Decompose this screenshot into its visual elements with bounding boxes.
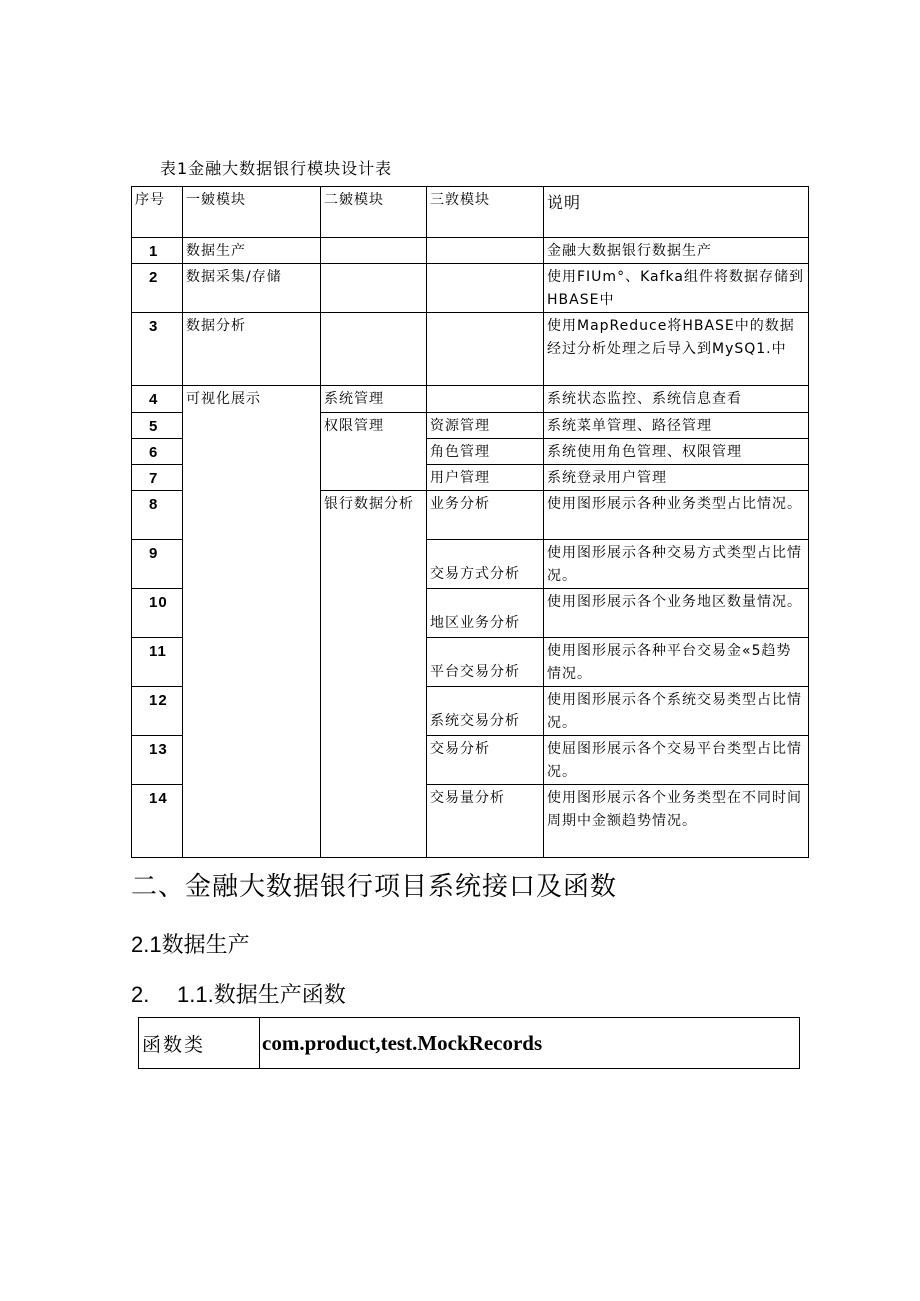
row-level2: 银行数据分析 [321, 491, 427, 858]
header-level1: 一皴模块 [183, 187, 321, 238]
table-row [132, 386, 809, 413]
header-level3: 三敦模块 [427, 187, 544, 238]
row-level3: 平台交易分析 [427, 638, 544, 687]
row-level2: 权限管理 [321, 413, 427, 491]
row-level3 [427, 264, 544, 313]
table-header-row [132, 187, 809, 238]
row-description: 使用图形展示各个业务类型在不同时间周期中金额趋势情况。 [544, 785, 809, 858]
row-level3 [427, 313, 544, 386]
row-number: 7 [132, 465, 183, 491]
module-design-table [131, 186, 809, 858]
row-description: 使用MapReduce将HBASE中的数据经过分析处理之后导入到MySQ1.中 [544, 313, 809, 386]
row-description: 使用FIUm°、Kafka组件将数据存储到HBASE中 [544, 264, 809, 313]
row-level1: 数据采集/存储 [183, 264, 321, 313]
row-description: 使用图形展示各个业务地区数量情况。 [544, 589, 809, 638]
function-class-label: 函数类 [139, 1018, 260, 1069]
row-description: 系统菜单管理、路径管理 [544, 413, 809, 439]
function-class-value: com.product,test.MockRecords [260, 1018, 800, 1069]
subsubsection-title [131, 978, 346, 1009]
table-row [132, 238, 809, 264]
row-number: 14 [132, 785, 183, 858]
row-description: 使用图形展示各个系统交易类型占比情况。 [544, 687, 809, 736]
subsubsection-number: 2. [131, 982, 150, 1007]
row-description: 系统登录用户管理 [544, 465, 809, 491]
row-level1: 数据生产 [183, 238, 321, 264]
row-number: 2 [132, 264, 183, 313]
row-description: 使用图形展示各种业务类型占比情况。 [544, 491, 809, 540]
row-level3: 交易分析 [427, 736, 544, 785]
function-class-table [138, 1017, 800, 1069]
row-level3: 系统交易分析 [427, 687, 544, 736]
row-level3: 资源管理 [427, 413, 544, 439]
row-level3: 业务分析 [427, 491, 544, 540]
row-level3: 地区业务分析 [427, 589, 544, 638]
row-level3 [427, 238, 544, 264]
header-index: 序号 [132, 187, 183, 238]
subsubsection-text: 1.1.数据生产函数 [177, 982, 346, 1007]
row-description: 使用图形展示各种平台交易金«5趋势情况。 [544, 638, 809, 687]
row-number: 1 [132, 238, 183, 264]
row-level3: 用户管理 [427, 465, 544, 491]
header-level2: 二皴模块 [321, 187, 427, 238]
row-description: 系统状态监控、系统信息查看 [544, 386, 809, 413]
row-number: 10 [132, 589, 183, 638]
row-level2 [321, 313, 427, 386]
row-number: 5 [132, 413, 183, 439]
table-row [132, 313, 809, 386]
table-caption: 表1金融大数据银行模块设计表 [160, 159, 393, 178]
table-row [132, 264, 809, 313]
row-number: 8 [132, 491, 183, 540]
section-title: 二、金融大数据银行项目系统接口及函数 [131, 872, 618, 902]
row-number: 13 [132, 736, 183, 785]
row-level3: 交易量分析 [427, 785, 544, 858]
row-description: 系统使用角色管理、权限管理 [544, 439, 809, 465]
row-level1: 数据分析 [183, 313, 321, 386]
row-number: 12 [132, 687, 183, 736]
row-description: 使屈图形展示各个交易平台类型占比情况。 [544, 736, 809, 785]
row-number: 9 [132, 540, 183, 589]
row-number: 4 [132, 386, 183, 413]
row-description: 使用图形展示各种交易方式类型占比情况。 [544, 540, 809, 589]
row-level2 [321, 264, 427, 313]
subsection-title: 2.1数据生产 [131, 932, 250, 957]
row-level3: 角色管理 [427, 439, 544, 465]
row-level2 [321, 238, 427, 264]
row-level3: 交易方式分析 [427, 540, 544, 589]
row-number: 6 [132, 439, 183, 465]
row-description: 金融大数据银行数据生产 [544, 238, 809, 264]
row-number: 11 [132, 638, 183, 687]
header-description: 说明 [544, 187, 809, 238]
row-level1: 可视化展示 [183, 386, 321, 858]
row-level3 [427, 386, 544, 413]
row-level2: 系统管理 [321, 386, 427, 413]
row-number: 3 [132, 313, 183, 386]
